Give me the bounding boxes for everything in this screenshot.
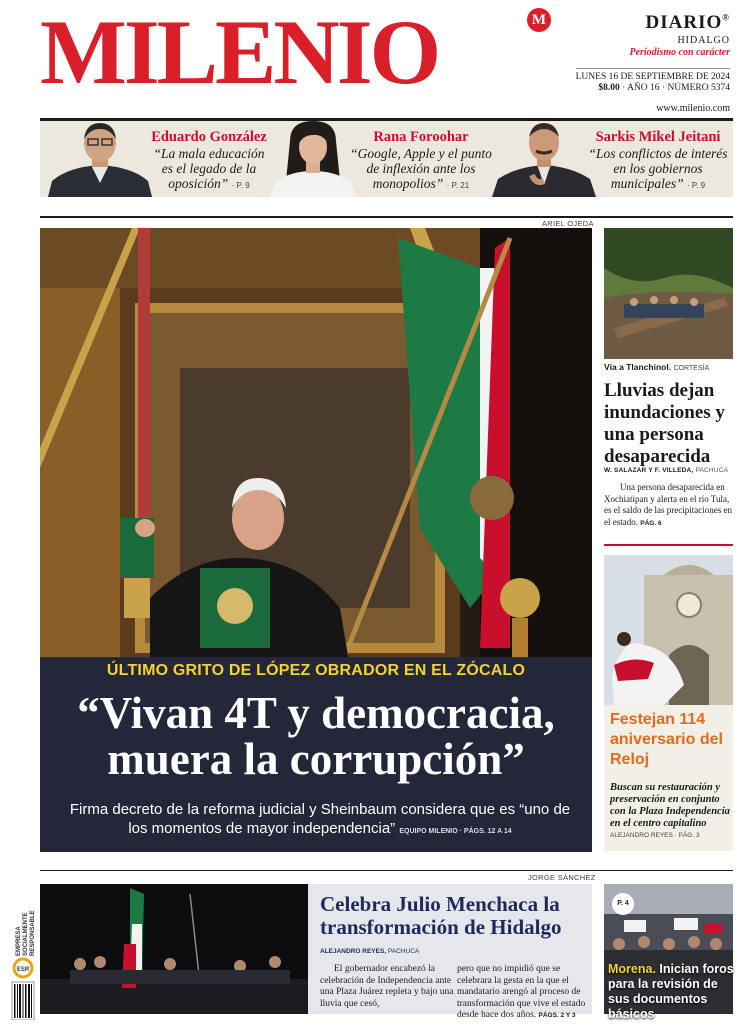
columnist-photo-2 xyxy=(268,121,358,197)
side-story-1-caption xyxy=(604,362,709,372)
col2-text: pero que no impidió que se celebrara la gesta en la que el mandatario arengó al proceso de transformación que vive el estado desde hace dos años. xyxy=(457,964,586,1020)
main-deck-text: Firma decreto de la reforma judicial y Sheinbaum considera que es “uno de los momentos de mayor independencia” xyxy=(69,801,571,837)
bottom-photo-credit: JORGE SÁNCHEZ xyxy=(528,873,596,882)
byline-author: ALEJANDRO REYES, xyxy=(320,948,387,955)
page-ref: · P. 9 xyxy=(687,181,706,190)
side-story-2-deck: Buscan su restauración y preservación en conjunto con la Plaza Independencia en el centro capitalino xyxy=(610,782,730,829)
price: $8.00 xyxy=(598,83,620,93)
landslide-scene xyxy=(604,228,733,359)
issue-date: LUNES 16 DE SEPTIEMBRE DE 2024 xyxy=(576,68,730,82)
body-text: Una persona desaparecida en Xochiatipan y alerta en el río Tula, es el saldo de las precipitaciones en el estado. xyxy=(604,482,732,527)
side-story-2-photo[interactable] xyxy=(604,555,733,705)
opinion-3[interactable] xyxy=(588,129,728,193)
main-page-ref: EQUIPO MILENIO · PÁGS. 12 A 14 xyxy=(399,828,512,835)
esr-text-2: SOCIALMENTE xyxy=(23,912,29,956)
page-ref: · P. 9 xyxy=(231,181,250,190)
logo-badge: M xyxy=(527,8,551,32)
page-ref: PÁG. 6 xyxy=(640,519,662,527)
edition-info xyxy=(576,12,730,114)
page-ref: · P. 21 xyxy=(446,181,470,190)
edition-region: HIDALGO xyxy=(677,35,730,46)
main-headline-line2: muera la corrupción” xyxy=(107,734,525,784)
side-story-1-body xyxy=(604,482,734,529)
opinion-2[interactable] xyxy=(350,129,492,193)
esr-badge xyxy=(8,880,38,1020)
opinion-1[interactable] xyxy=(150,129,268,193)
bottom-story-byline xyxy=(320,948,419,955)
esr-text-1: EMPRESA xyxy=(16,926,22,956)
caption-credit: CORTESÍA xyxy=(673,365,710,372)
issue-number: · AÑO 16 · NÚMERO 5374 xyxy=(622,83,730,93)
side-story-1-byline xyxy=(604,467,728,474)
opinion-quote: “La mala educación es el legado de la oposición” xyxy=(153,146,265,191)
balcony-scene xyxy=(40,884,308,1014)
main-photo-credit: ARIEL OJEDA xyxy=(542,219,594,228)
tagline: Periodismo con carácter xyxy=(629,47,730,58)
columnist-name: Sarkis Mikel Jeitani xyxy=(595,129,721,145)
opinion-quote: “Los conflictos de interés en los gobiernos municipales” xyxy=(588,146,728,191)
page-ref: PÁGS. 2 Y 3 xyxy=(538,1012,576,1019)
byline-place: PACHUCA xyxy=(695,467,729,474)
bottom-right-headline[interactable] xyxy=(608,962,736,1022)
page-badge: P. 4 xyxy=(612,893,634,915)
edition-name: DIARIO xyxy=(645,12,723,33)
bottom-rule xyxy=(40,870,733,871)
opinion-strip xyxy=(40,118,733,197)
columnist-name: Eduardo González xyxy=(151,129,267,145)
columnist-photo-3 xyxy=(492,121,597,197)
esr-logo-text: ESR xyxy=(16,967,30,973)
side-story-1-photo[interactable] xyxy=(604,228,733,359)
bottom-story-photo[interactable] xyxy=(40,884,308,1014)
main-deck xyxy=(60,800,580,841)
byline-place: PACHUCA xyxy=(387,948,420,955)
caption-place: Vía a Tlanchinol. xyxy=(604,362,672,372)
barcode xyxy=(12,982,34,1020)
opinion-quote: “Google, Apple y el punto de inflexión ante los monopolios” xyxy=(350,146,492,191)
main-headline-line1: “Vivan 4T y democracia, xyxy=(77,688,555,738)
headline-highlight: Morena. xyxy=(608,962,656,976)
section-rule xyxy=(40,216,733,218)
site-url[interactable]: www.milenio.com xyxy=(656,103,730,114)
side-story-1-headline[interactable]: Lluvias dejan inundaciones y una persona desaparecida xyxy=(604,380,725,467)
columnist-photo-1 xyxy=(48,121,153,197)
columnist-name: Rana Foroohar xyxy=(373,129,469,145)
divider xyxy=(604,544,733,546)
side-story-2-byline: ALEJANDRO REYES · PÁG. 3 xyxy=(610,832,700,839)
bottom-story-col1: El gobernador encabezó la celebración de Independencia ante una Plaza Juárez repleta y bajo una lluvia que cesó, xyxy=(320,964,454,1009)
registered-mark: ® xyxy=(722,12,730,23)
esr-text-3: RESPONSABLE xyxy=(30,910,36,956)
bottom-story-headline[interactable]: Celebra Julio Menchaca la transformación de Hidalgo xyxy=(320,892,562,939)
main-headline[interactable] xyxy=(40,690,592,782)
side-story-2-headline[interactable]: Festejan 114 aniversario del Reloj xyxy=(610,711,723,768)
bottom-story-col2 xyxy=(457,964,591,1022)
main-kicker: ÚLTIMO GRITO DE LÓPEZ OBRADOR EN EL ZÓCALO xyxy=(106,662,526,679)
logo[interactable]: MILENIO xyxy=(40,1,439,103)
headline-text: Inician foros para la revisión de sus documentos básicos xyxy=(608,962,734,1021)
clock-tower-scene xyxy=(604,555,733,705)
byline-authors: W. SALAZAR Y F. VILLEDA, xyxy=(604,467,694,474)
